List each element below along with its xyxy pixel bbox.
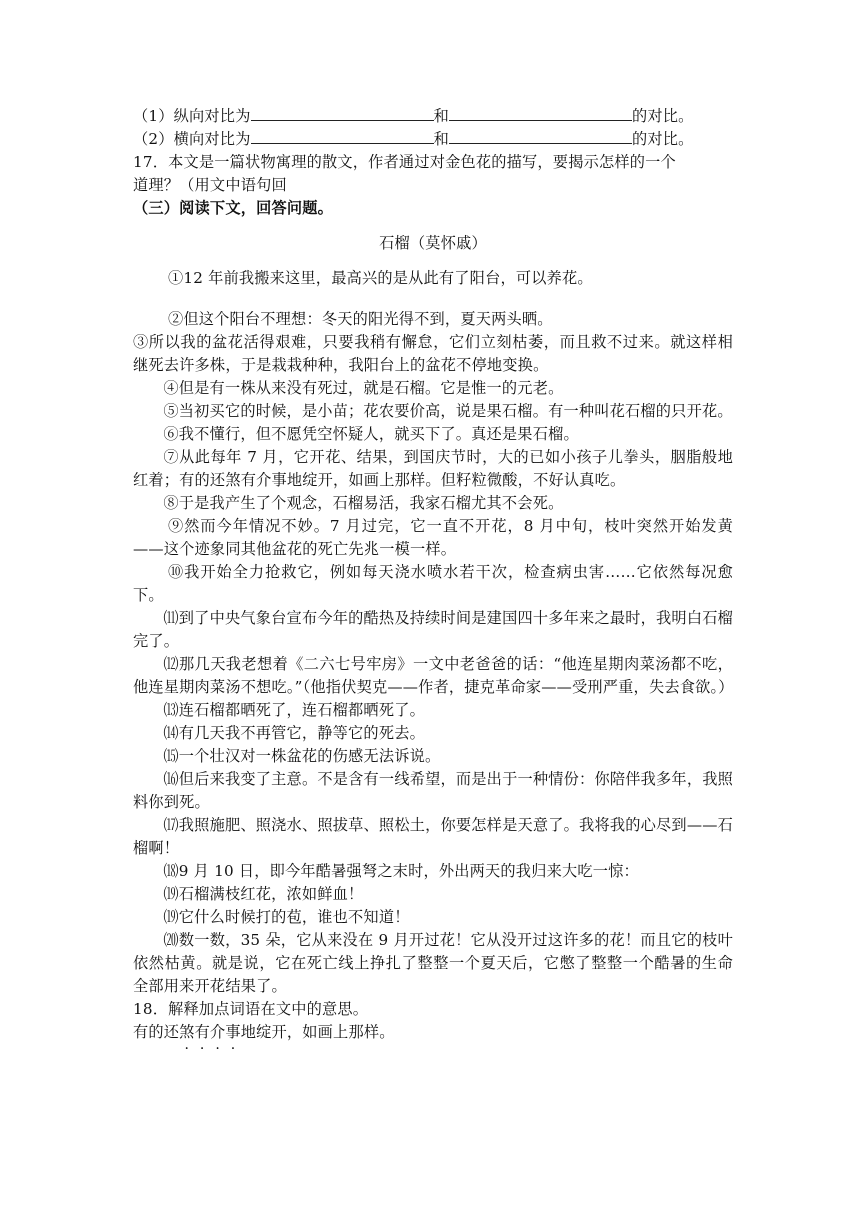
article-paragraph: ⑨然而今年情况不妙。7 月过完，它一直不开花，8 月中旬，枝叶突然开始发黄——这个迹象同其他盆花的死亡先兆一模一样。	[133, 517, 733, 558]
answer-blank[interactable]	[251, 129, 434, 144]
dotted-char: 介	[209, 1023, 226, 1041]
article-paragraph: ①12 年前我搬来这里，最高兴的是从此有了阳台，可以养花。	[167, 269, 593, 287]
q17-line-1: 17．本文是一篇状物寓理的散文，作者通过对金色花的描写，要揭示怎样的一个	[133, 153, 676, 171]
article-paragraph: ⒁有几天我不再管它，静等它的死去。	[163, 724, 425, 742]
article-paragraph: ⑧于是我产生了个观念，石榴易活，我家石榴尤其不会死。	[163, 494, 564, 512]
article-paragraph: ⒃但后来我变了主意。不是含有一线希望，而是出于一种情份：你陪伴我多年，我照料你到死。	[133, 770, 733, 811]
document-content	[133, 105, 733, 1044]
article-paragraph: ⒄我照施肥、照浇水、照拔草、照松土，你要怎样是天意了。我将我的心尽到——石榴啊！	[133, 816, 733, 857]
article-paragraph: ⑥我不懂行，但不愿凭空怀疑人，就买下了。真还是果石榴。	[163, 425, 579, 443]
q18-text-after: 地绽开，如画上那样。	[240, 1023, 395, 1041]
q18-line-1: 18．解释加点词语在文中的意思。	[133, 1000, 369, 1018]
q18-line-2	[133, 1021, 733, 1044]
article-paragraph: ⒆石榴满枝红花，浓如鲜血！	[163, 885, 364, 903]
q16-line1-prefix: （1）纵向对比为	[133, 107, 251, 125]
article-paragraph: ⑦从此每年 7 月，它开花、结果，到国庆节时，大的已如小孩子儿拳头，胭脂般地红着；有的还煞有介事地绽开，如画上那样。但籽粒微酸，不好认真吃。	[133, 448, 733, 489]
article-paragraph: ③所以我的盆花活得艰难，只要我稍有懈怠，它们立刻枯萎，而且救不过来。就这样相继死去许多株，于是栽栽种种，我阳台上的盆花不停地变换。	[133, 333, 733, 374]
article-paragraph: ④但是有一株从来没有死过，就是石榴。它是惟一的元老。	[163, 379, 564, 397]
q16-line1-mid: 和	[433, 107, 449, 125]
q18-text-before: 有的还	[133, 1023, 180, 1041]
article-paragraph: ⑿那几天我老想着《二六七号牢房》一文中老爸爸的话：“他连星期肉菜汤都不吃，他连星期肉菜汤不想吃。”（他指伏契克——作者，捷克革命家——受刑严重，失去食欲。）	[133, 655, 734, 696]
dotted-char: 有	[194, 1023, 210, 1041]
q16-line-1	[133, 105, 733, 128]
article-paragraph: ⒅9 月 10 日，即今年酷暑强弩之末时，外出两天的我归来大吃一惊：	[163, 862, 639, 880]
dotted-char: 事	[225, 1023, 241, 1041]
answer-blank[interactable]	[449, 106, 632, 121]
article-paragraph: ⑾到了中央气象台宣布今年的酷热及持续时间是建国四十多年来之最时，我明白石榴完了。	[133, 609, 733, 650]
article-paragraph: ⒀连石榴都晒死了，连石榴都晒死了。	[163, 701, 425, 719]
article-paragraph: ⑩我开始全力抢救它，例如每天浇水喷水若干次，检查病虫害……它依然每况愈下。	[133, 563, 733, 604]
answer-blank[interactable]	[251, 106, 434, 121]
q16-line2-mid: 和	[433, 130, 449, 148]
q16-line-2	[133, 128, 733, 151]
answer-blank[interactable]	[449, 129, 632, 144]
article-paragraph: ⒂一个壮汉对一株盆花的伤感无法诉说。	[163, 747, 441, 765]
q17-line-2: 道理？（用文中语句回	[133, 176, 287, 194]
article-paragraph: ⒆它什么时候打的苞，谁也不知道！	[163, 908, 410, 926]
article-paragraph: ⒇数一数，35 朵，它从来没在 9 月开过花！它从没开过这许多的花！而且它的枝叶依然枯黄。就是说，它在死亡线上挣扎了整整一个夏天后，它憋了整整一个酷暑的生命全部用来开花结果了。	[133, 931, 733, 995]
article-paragraph: ⑤当初买它的时候，是小苗；花农要价高，说是果石榴。有一种叫花石榴的只开花。	[163, 402, 733, 420]
q16-line2-prefix: （2）横向对比为	[133, 130, 251, 148]
dotted-char: 煞	[179, 1023, 195, 1041]
q16-line1-suffix: 的对比。	[631, 107, 694, 125]
article-paragraph: ②但这个阳台不理想：冬天的阳光得不到，夏天两头晒。	[167, 310, 553, 328]
section-heading: （三）阅读下文，回答问题。	[133, 199, 334, 217]
q16-line2-suffix: 的对比。	[631, 130, 694, 148]
article-title: 石榴（莫怀戚）	[379, 234, 487, 252]
